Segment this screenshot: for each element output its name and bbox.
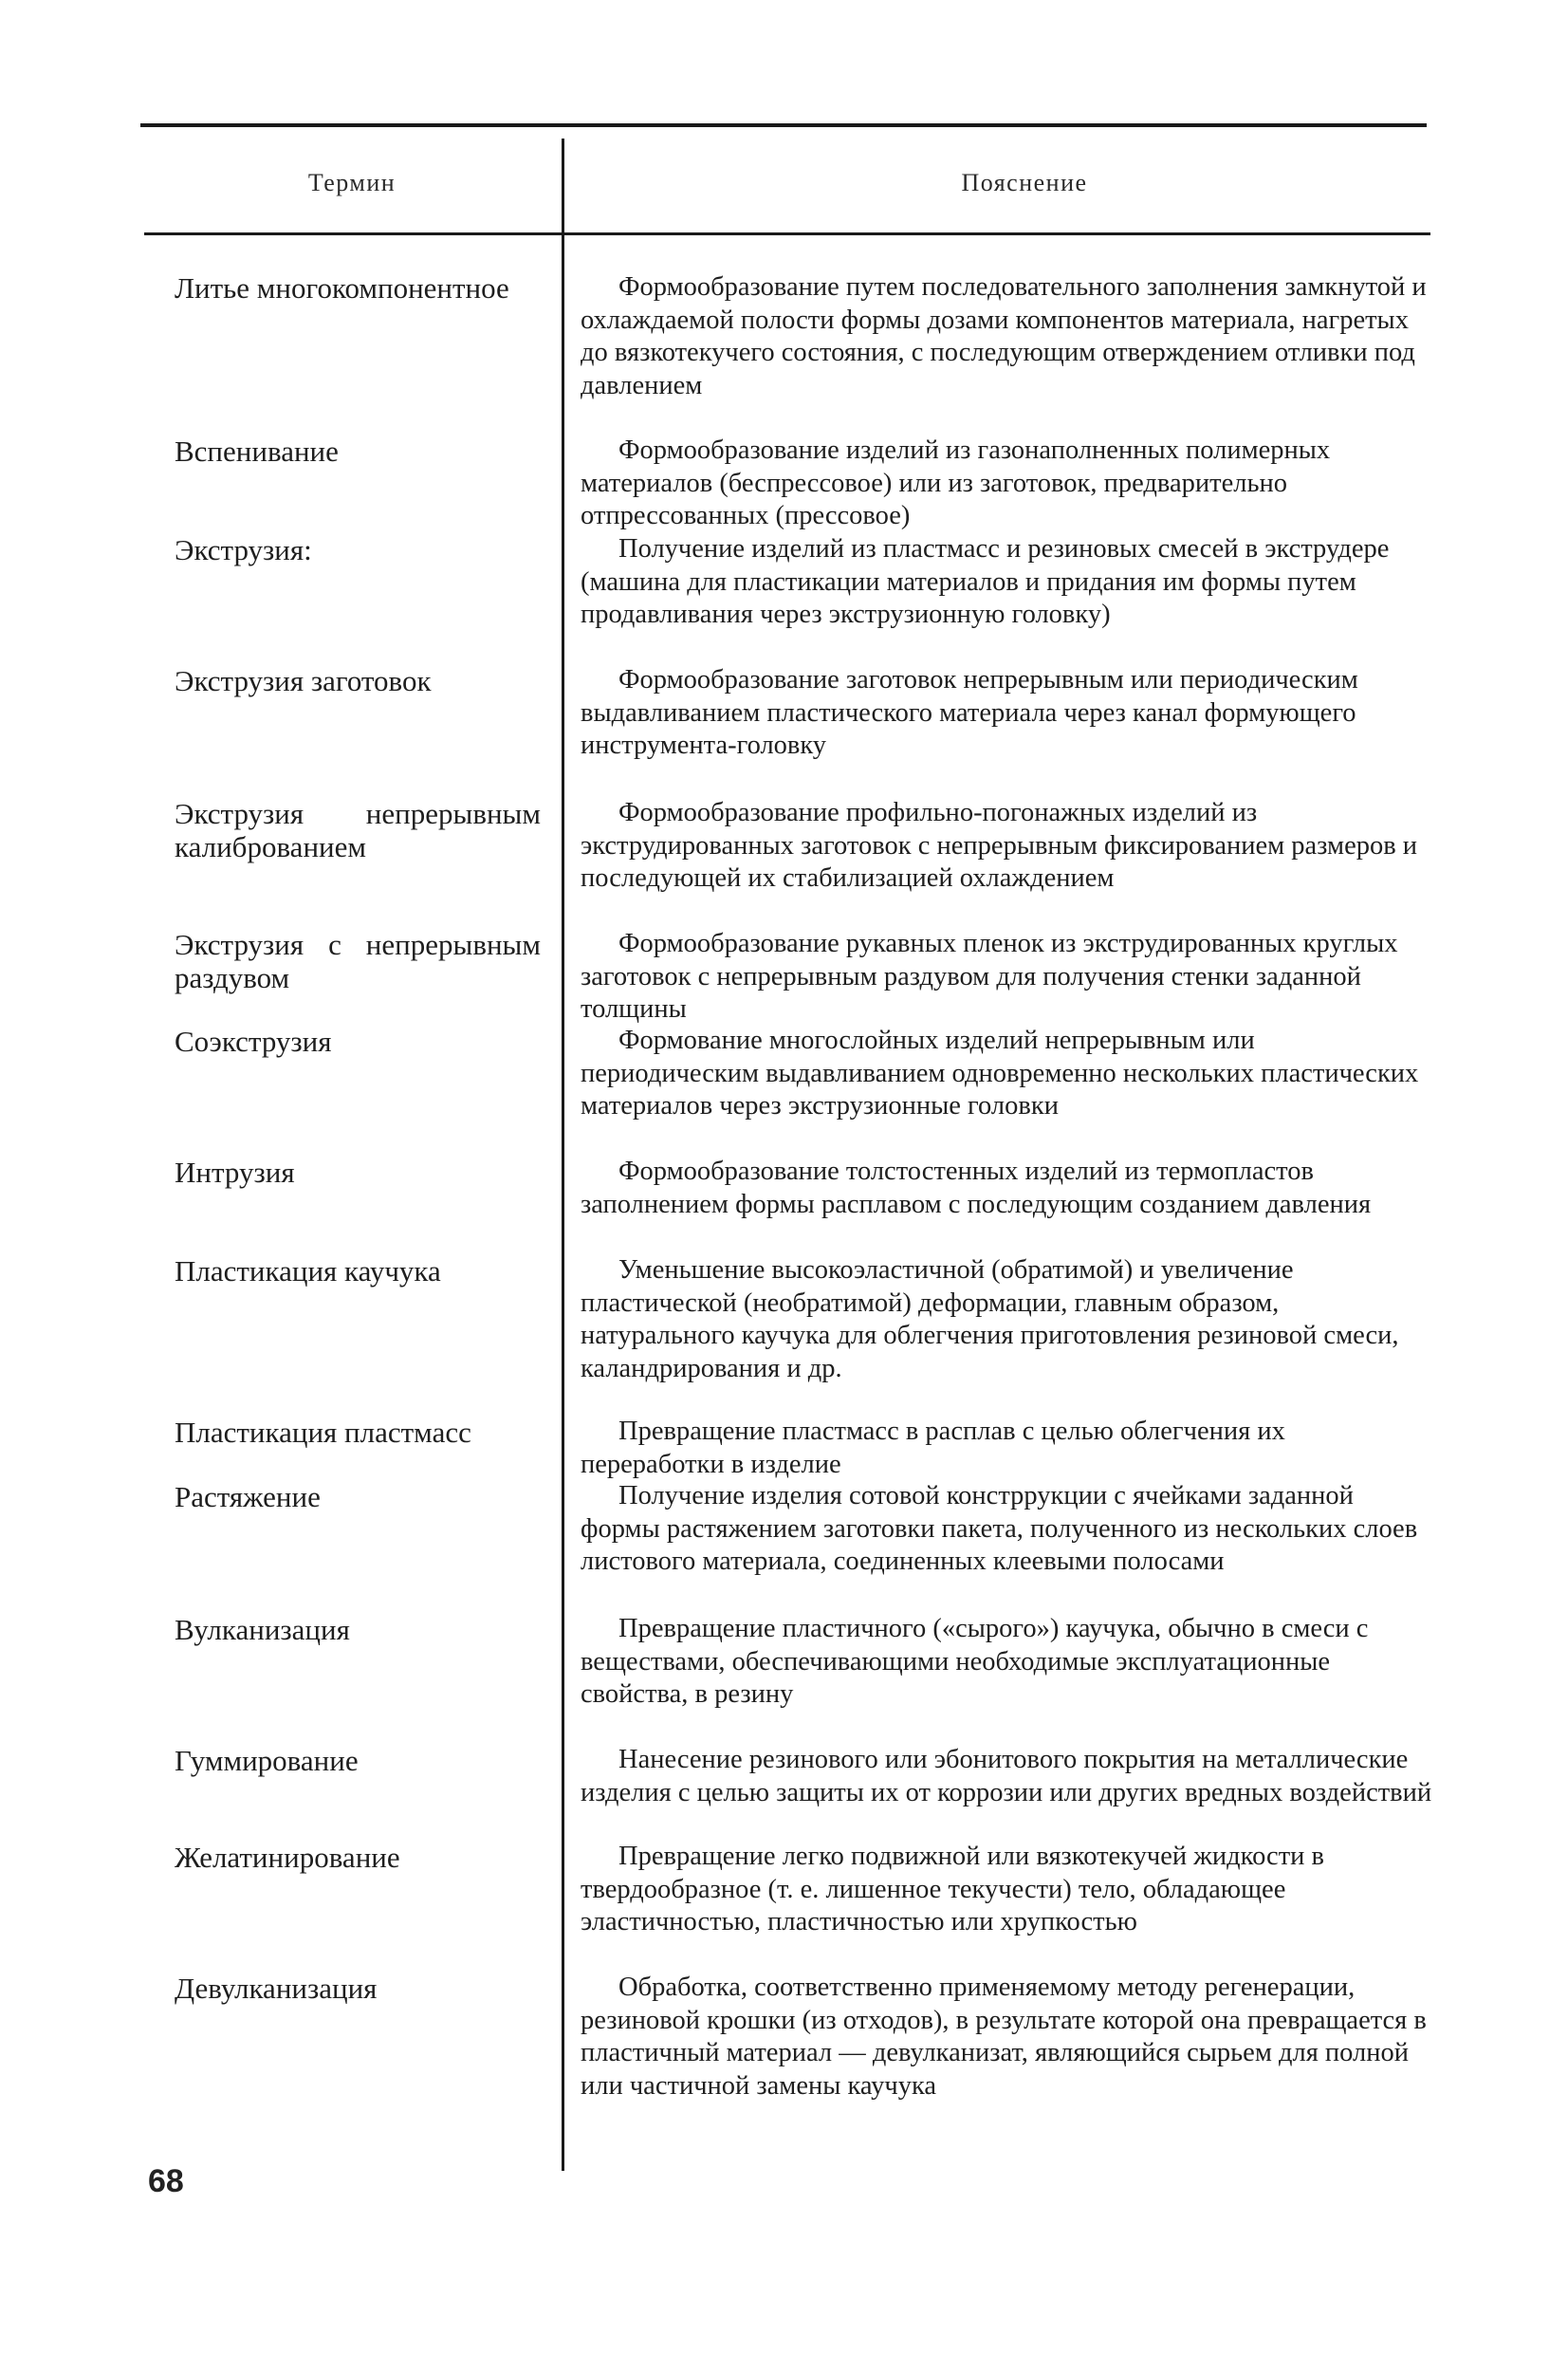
term-cell: Экструзия с непрерывным раздувом: [175, 928, 541, 994]
term-cell: Экструзия:: [175, 533, 312, 566]
explanation-cell: Формообразование путем последовательного заполнения замкнутой и охлаждаемой полости формы дозами компонентов материала, нагретых до вязкотекучего состояния, с последующим отверждением отливки под давлением: [581, 272, 1427, 400]
explanation-cell: Получение изделия сотовой констррукции с ячейками заданной формы растяжением заготовки пакета, полученного из нескольких слоев листового материала, соединенных клеевыми полосами: [581, 1481, 1418, 1577]
explanation-cell: Формообразование рукавных пленок из экструдированных круглых заготовок с непрерывным раздувом для получения стенки заданной толщины: [581, 929, 1398, 1025]
explanation-cell: Нанесение резинового или эбонитового покрытия на металлические изделия с целью защиты их от коррозии или других вредных воздействий: [581, 1745, 1432, 1807]
term-cell: Интрузия: [175, 1156, 295, 1189]
explanation-cell: Обработка, соответственно применяемому методу регенерации, резиновой крошки (из отходов), в результате которой она превращается в пластичный материал — девулканизат, являющийся сырьем для полной или частичной замены каучука: [581, 1973, 1427, 2101]
header-rule-right: [565, 232, 1430, 235]
table-top-rule: [140, 123, 1427, 127]
explanation-cell: Превращение легко подвижной или вязкотекучей жидкости в твердообразное (т. е. лишенное текучести) тело, обладающее эластичностью, пластичностью или хрупкостью: [581, 1842, 1324, 1937]
explanation-cell: Формообразование профильно-погонажных изделий из экструдированных заготовок с непрерывным фиксированием размеров и последующей их стабилизацией охлаждением: [581, 798, 1418, 894]
explanation-cell: Уменьшение высокоэластичной (обратимой) и увеличение пластической (необратимой) деформации, главным образом, натурального каучука для облегчения приготовления резиновой смеси, каландрирования и др.: [581, 1255, 1399, 1383]
term-cell: Вспенивание: [175, 435, 339, 468]
explanation-cell: Формообразование толстостенных изделий из термопластов заполнением формы расплавом с последующим созданием давления: [581, 1157, 1372, 1219]
term-cell: Желатинирование: [175, 1841, 400, 1874]
term-cell: Гуммирование: [175, 1744, 359, 1777]
header-term: Термин: [307, 169, 397, 196]
explanation-cell: Получение изделий из пластмасс и резиновых смесей в экструдере (машина для пластикации материалов и придания им формы путем продавливания через экструзионную головку): [581, 534, 1390, 630]
header-explanation: Пояснение: [961, 169, 1088, 196]
term-cell: Экструзия непрерывным калиброванием: [175, 797, 541, 863]
header-rule-left: [144, 232, 565, 235]
explanation-cell: Формообразование изделий из газонаполненных полимерных материалов (беспрессовое) или из заготовок, предварительно отпрессованных (прессовое): [581, 435, 1331, 531]
column-divider: [562, 139, 564, 2171]
explanation-cell: Превращение пластичного («сырого») каучука, обычно в смеси с веществами, обеспечивающими необходимые эксплуатационные свойства, в резину: [581, 1614, 1369, 1710]
term-cell: Пластикация каучука: [175, 1254, 441, 1288]
term-cell: Соэкструзия: [175, 1025, 332, 1058]
page-number: 68: [148, 2163, 184, 2199]
term-cell: Растяжение: [175, 1480, 321, 1513]
term-cell: Девулканизация: [175, 1972, 378, 2005]
explanation-cell: Формование многослойных изделий непрерывным или периодическим выдавливанием одновременно нескольких пластических материалов через экструзионные головки: [581, 1026, 1419, 1121]
explanation-cell: Превращение пластмасс в расплав с целью облегчения их переработки в изделие: [581, 1417, 1285, 1479]
term-cell: Литье многокомпонентное: [175, 271, 509, 305]
explanation-cell: Формообразование заготовок непрерывным или периодическим выдавливанием пластического материала через канал формующего инструмента-головку: [581, 665, 1358, 761]
term-cell: Пластикация пластмасс: [175, 1416, 471, 1449]
term-cell: Вулканизация: [175, 1613, 350, 1646]
term-cell: Экструзия заготовок: [175, 664, 432, 697]
